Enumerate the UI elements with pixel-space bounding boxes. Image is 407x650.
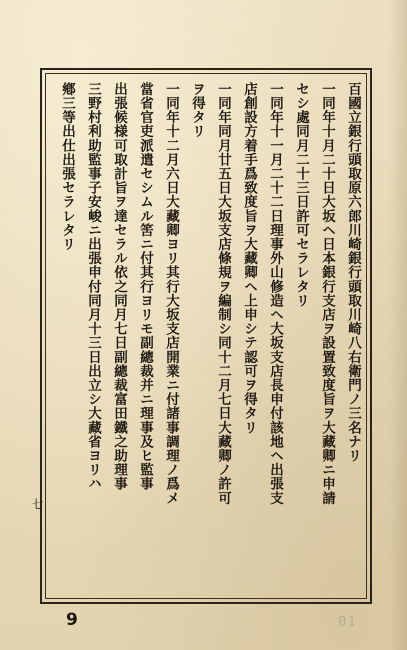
- faint-stamp-number: 01: [338, 614, 357, 630]
- text-column: 一同年同月廿五日大坂支店條規ヲ編制シ同十二月七日大藏卿ノ許可: [215, 82, 231, 505]
- text-column: 一同年十二月六日大藏卿ヨリ其行大坂支店開業ニ付諸事調理ノ爲メ: [163, 82, 179, 505]
- margin-folio-mark: 七: [30, 498, 44, 510]
- text-column: 三野村利助監事子安峻ニ出張申付同月十三日出立シ大藏省ヨリハ: [85, 82, 101, 491]
- vertical-text-block: [52, 82, 366, 592]
- text-column: 出張候様可取計旨ヲ達セラル依之同月七日副總裁富田鐵之助理事: [111, 82, 127, 491]
- text-column: ヲ得タリ: [189, 82, 205, 139]
- text-column: 當省官吏派遣セシムル筈ニ付其行ヨリモ副總裁并ニ理事及ヒ監事: [137, 82, 153, 491]
- page-edge-shadow: [389, 0, 407, 650]
- text-column: 一同年十月二十日大坂ヘ日本銀行支店ヲ設置致度旨ヲ大藏卿ニ申請: [319, 82, 335, 505]
- page-number: 9: [66, 610, 78, 630]
- text-column: 鄕三等出仕出張セラレタリ: [59, 82, 75, 252]
- text-column: セシ處同月二十三日許可セラレタリ: [293, 82, 309, 308]
- text-column: 店創設方着手爲致度旨ヲ大藏卿ヘ上申シテ認可ヲ得タリ: [241, 82, 257, 435]
- text-column: 一同年十一月二十二日理事外山修造ヘ大坂支店長申付該地ヘ出張支: [267, 82, 283, 505]
- text-column: 百國立銀行頭取原六郎川崎銀行頭取川崎八右衛門ノ三名ナリ: [345, 82, 361, 463]
